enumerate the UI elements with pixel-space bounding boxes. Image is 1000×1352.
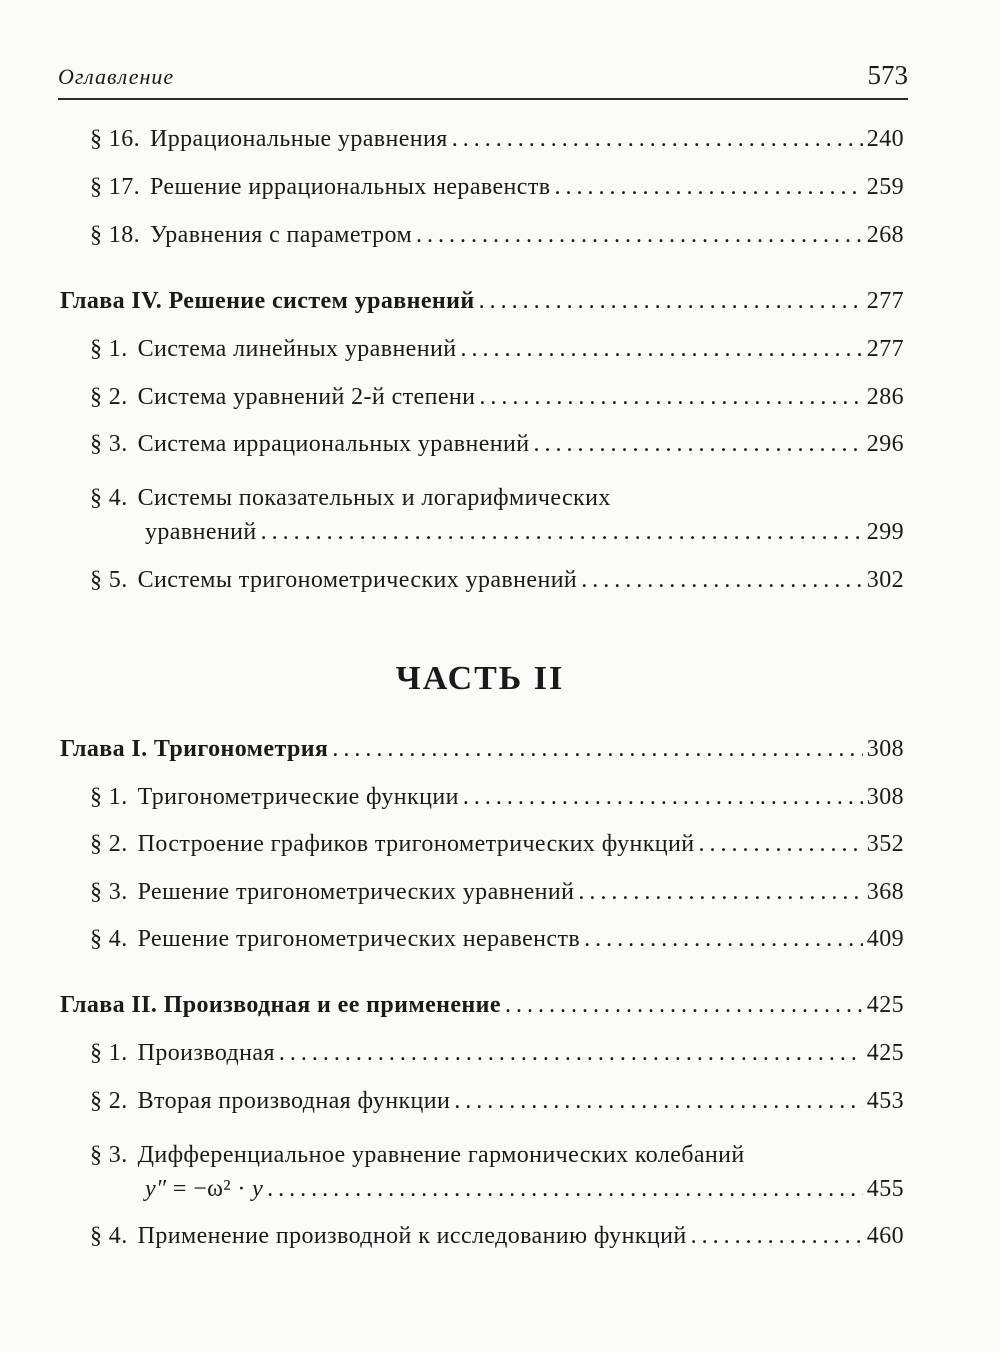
section-mark: § 2. [90, 1088, 128, 1114]
section-label: Система уравнений 2-й степени [137, 384, 476, 410]
section-mark: § 17. [90, 174, 140, 200]
section-page: 352 [866, 831, 904, 857]
section-mark: § 5. [90, 567, 128, 593]
section-page: 453 [866, 1088, 904, 1114]
toc-entry-i-3[interactable] [90, 877, 904, 907]
formula-lhs: y″ [145, 1176, 167, 1202]
toc-entry-i-2[interactable] [90, 829, 904, 859]
section-mark: § 2. [90, 384, 128, 410]
section-label: Система иррациональных уравнений [137, 431, 530, 457]
toc-entry-i-4[interactable] [90, 924, 904, 954]
part-heading: ЧАСТЬ II [395, 660, 565, 697]
section-label: Уравнения с параметром [150, 222, 413, 248]
leader-dots [463, 782, 863, 812]
toc-chapter-i[interactable] [60, 734, 904, 764]
section-page: 368 [866, 879, 904, 905]
leader-dots [454, 1086, 863, 1116]
leader-dots [452, 124, 863, 154]
formula-var: y [252, 1176, 264, 1202]
section-page: 259 [866, 174, 904, 200]
toc-entry-ii-3-first-line[interactable] [90, 1140, 745, 1170]
section-mark: § 4. [90, 485, 128, 511]
leader-dots [584, 924, 863, 954]
section-label: Тригонометрические функции [137, 784, 459, 810]
section-mark: § 1. [90, 1040, 128, 1066]
toc-entry-iv-2[interactable] [90, 382, 904, 412]
formula-rhs: = −ω² · [166, 1176, 253, 1202]
section-label: Система линейных уравнений [137, 336, 457, 362]
leader-dots [261, 517, 863, 547]
section-mark: § 2. [90, 831, 128, 857]
section-mark: § 1. [90, 336, 128, 362]
leader-dots [505, 990, 863, 1020]
section-label: Системы тригонометрических уравнений [137, 567, 578, 593]
running-header [58, 60, 908, 100]
toc-chapter-iv[interactable] [60, 286, 904, 316]
section-label: Построение графиков тригонометрических функций [137, 831, 695, 857]
section-page: 302 [866, 567, 904, 593]
section-label: Решение тригонометрических неравенств [137, 926, 581, 952]
section-page: 409 [866, 926, 904, 952]
section-mark: § 3. [90, 1142, 128, 1168]
section-label: Применение производной к исследованию функций [137, 1223, 687, 1249]
section-label: Производная [137, 1040, 275, 1066]
toc-chapter-ii[interactable] [60, 990, 904, 1020]
section-mark: § 16. [90, 126, 140, 152]
section-mark: § 1. [90, 784, 128, 810]
section-page: 277 [866, 336, 904, 362]
section-page: 455 [866, 1176, 904, 1202]
leader-dots [699, 829, 863, 859]
formula [145, 1174, 263, 1204]
section-label: Иррациональные уравнения [150, 126, 448, 152]
section-page: 286 [866, 384, 904, 410]
leader-dots [460, 334, 862, 364]
section-mark: § 3. [90, 431, 128, 457]
section-mark: § 4. [90, 1223, 128, 1249]
toc-entry-ii-2[interactable] [90, 1086, 904, 1116]
section-label-cont: уравнений [145, 519, 257, 545]
leader-dots [581, 565, 863, 595]
leader-dots [691, 1221, 863, 1251]
toc-entry-s17[interactable] [90, 172, 904, 202]
leader-dots [479, 382, 862, 412]
section-page: 425 [866, 1040, 904, 1066]
leader-dots [578, 877, 862, 907]
section-page: 308 [866, 784, 904, 810]
section-label: Вторая производная функции [137, 1088, 451, 1114]
section-page: 299 [866, 519, 904, 545]
section-page: 296 [866, 431, 904, 457]
toc-entry-iv-1[interactable] [90, 334, 904, 364]
leader-dots [479, 286, 863, 316]
header-title: Оглавление [58, 64, 175, 89]
section-label: Дифференциальное уравнение гармонических колебаний [137, 1142, 745, 1168]
toc-entry-iv-5[interactable] [90, 565, 904, 595]
section-mark: § 3. [90, 879, 128, 905]
chapter-page: 425 [866, 992, 904, 1018]
toc-entry-s16[interactable] [90, 124, 904, 154]
chapter-title: Глава II. Производная и ее применение [60, 992, 501, 1018]
section-page: 268 [866, 222, 904, 248]
toc-entry-iv-3[interactable] [90, 429, 904, 459]
leader-dots [534, 429, 863, 459]
leader-dots [279, 1038, 863, 1068]
section-mark: § 18. [90, 222, 140, 248]
leader-dots [267, 1174, 863, 1204]
toc-entry-ii-4[interactable] [90, 1221, 904, 1251]
section-label: Системы показательных и логарифмических [137, 485, 611, 511]
toc-entry-ii-1[interactable] [90, 1038, 904, 1068]
leader-dots [332, 734, 862, 764]
leader-dots [554, 172, 862, 202]
chapter-title: Глава I. Тригонометрия [60, 736, 329, 762]
toc-entry-iv-4[interactable] [145, 517, 904, 547]
toc-entry-ii-3[interactable] [145, 1174, 904, 1204]
toc-entry-iv-4-first-line[interactable] [90, 483, 611, 513]
toc-entry-s18[interactable] [90, 220, 904, 250]
chapter-page: 308 [866, 736, 904, 762]
header-page-number: 573 [867, 60, 908, 90]
section-page: 460 [866, 1223, 904, 1249]
section-label: Решение тригонометрических уравнений [137, 879, 575, 905]
toc-entry-i-1[interactable] [90, 782, 904, 812]
chapter-page: 277 [866, 288, 904, 314]
section-mark: § 4. [90, 926, 128, 952]
leader-dots [416, 220, 863, 250]
chapter-title: Глава IV. Решение систем уравнений [60, 288, 475, 314]
section-label: Решение иррациональных неравенств [150, 174, 551, 200]
section-page: 240 [866, 126, 904, 152]
